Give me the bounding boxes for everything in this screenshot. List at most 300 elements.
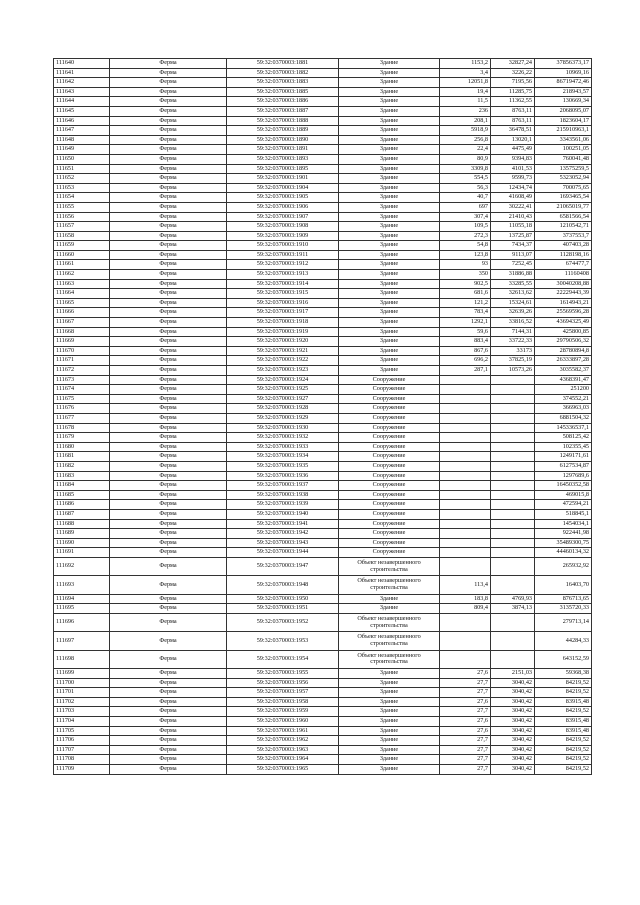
cadastral-value: 84219,52 — [535, 764, 592, 774]
object-name: Ферма — [110, 116, 227, 126]
record-id: 111679 — [54, 433, 110, 443]
object-name: Ферма — [110, 613, 227, 631]
cadastral-number: 59:32:0370003:1904 — [227, 183, 339, 193]
table-row — [54, 413, 592, 423]
cadastral-value: 44284,33 — [535, 632, 592, 650]
table-row — [54, 500, 592, 510]
area-value: 307,4 — [440, 212, 491, 222]
cadastral-number: 59:32:0370003:1922 — [227, 356, 339, 366]
cadastral-value: 30040208,88 — [535, 279, 592, 289]
record-id: 111699 — [54, 669, 110, 679]
cadastral-number: 59:32:0370003:1917 — [227, 308, 339, 318]
cadastral-value: 21065019,77 — [535, 202, 592, 212]
cadastral-number: 59:32:0370003:1907 — [227, 212, 339, 222]
table-row — [54, 604, 592, 614]
object-type: Сооружение — [339, 375, 440, 385]
cadastral-number: 59:32:0370003:1893 — [227, 154, 339, 164]
area-value: 883,4 — [440, 337, 491, 347]
table-row — [54, 509, 592, 519]
object-type: Сооружение — [339, 452, 440, 462]
area-value: 11,5 — [440, 97, 491, 107]
area-value: 54,8 — [440, 241, 491, 251]
record-id: 111666 — [54, 308, 110, 318]
unit-price: 11362,55 — [491, 97, 535, 107]
record-id: 111668 — [54, 327, 110, 337]
object-type: Здание — [339, 212, 440, 222]
table-row — [54, 154, 592, 164]
cadastral-value: 6581566,54 — [535, 212, 592, 222]
object-name: Ферма — [110, 183, 227, 193]
cadastral-number: 59:32:0370003:1921 — [227, 346, 339, 356]
cadastral-table — [53, 58, 592, 775]
object-name: Ферма — [110, 394, 227, 404]
cadastral-value: 1693465,54 — [535, 193, 592, 203]
object-name: Ферма — [110, 471, 227, 481]
area-value: 12051,8 — [440, 78, 491, 88]
cadastral-value: 425800,85 — [535, 327, 592, 337]
record-id: 111642 — [54, 78, 110, 88]
cadastral-value: 22229443,39 — [535, 289, 592, 299]
table-row — [54, 650, 592, 668]
area-value — [440, 385, 491, 395]
cadastral-value: 251200 — [535, 385, 592, 395]
object-name: Ферма — [110, 519, 227, 529]
object-name: Ферма — [110, 433, 227, 443]
record-id: 111664 — [54, 289, 110, 299]
record-id: 111670 — [54, 346, 110, 356]
cadastral-value: 16450352,58 — [535, 481, 592, 491]
object-name: Ферма — [110, 126, 227, 136]
table-row — [54, 145, 592, 155]
object-type: Сооружение — [339, 500, 440, 510]
cadastral-number: 59:32:0370003:1885 — [227, 87, 339, 97]
record-id: 111669 — [54, 337, 110, 347]
unit-price: 9113,07 — [491, 250, 535, 260]
object-type: Сооружение — [339, 394, 440, 404]
object-type: Сооружение — [339, 529, 440, 539]
area-value — [440, 548, 491, 558]
object-name: Ферма — [110, 745, 227, 755]
table-row — [54, 755, 592, 765]
table-row — [54, 298, 592, 308]
area-value: 809,4 — [440, 604, 491, 614]
object-name: Ферма — [110, 250, 227, 260]
unit-price: 7195,56 — [491, 78, 535, 88]
table-row — [54, 279, 592, 289]
cadastral-number: 59:32:0370003:1943 — [227, 538, 339, 548]
record-id: 111645 — [54, 106, 110, 116]
cadastral-number: 59:32:0370003:1883 — [227, 78, 339, 88]
cadastral-number: 59:32:0370003:1910 — [227, 241, 339, 251]
area-value — [440, 394, 491, 404]
cadastral-value: 59368,38 — [535, 669, 592, 679]
cadastral-value: 83915,48 — [535, 726, 592, 736]
object-type: Здание — [339, 688, 440, 698]
unit-price — [491, 529, 535, 539]
cadastral-number: 59:32:0370003:1882 — [227, 68, 339, 78]
cadastral-value: 102355,45 — [535, 442, 592, 452]
record-id: 111678 — [54, 423, 110, 433]
object-type: Здание — [339, 678, 440, 688]
object-name: Ферма — [110, 222, 227, 232]
unit-price: 9394,83 — [491, 154, 535, 164]
table-row — [54, 576, 592, 594]
cadastral-number: 59:32:0370003:1936 — [227, 471, 339, 481]
record-id: 111662 — [54, 270, 110, 280]
area-value — [440, 650, 491, 668]
area-value — [440, 471, 491, 481]
cadastral-value: 83915,48 — [535, 716, 592, 726]
area-value: 40,7 — [440, 193, 491, 203]
table-row — [54, 78, 592, 88]
cadastral-number: 59:32:0370003:1942 — [227, 529, 339, 539]
table-row — [54, 375, 592, 385]
unit-price: 33722,33 — [491, 337, 535, 347]
unit-price: 3040,42 — [491, 716, 535, 726]
object-name: Ферма — [110, 755, 227, 765]
unit-price: 7252,45 — [491, 260, 535, 270]
area-value: 5918,9 — [440, 126, 491, 136]
cadastral-number: 59:32:0370003:1881 — [227, 59, 339, 69]
area-value — [440, 375, 491, 385]
object-name: Ферма — [110, 404, 227, 414]
unit-price: 3040,42 — [491, 697, 535, 707]
area-value — [440, 433, 491, 443]
cadastral-number: 59:32:0370003:1932 — [227, 433, 339, 443]
object-name: Ферма — [110, 366, 227, 376]
object-type: Здание — [339, 764, 440, 774]
object-type: Здание — [339, 279, 440, 289]
unit-price: 11055,18 — [491, 222, 535, 232]
table-row — [54, 126, 592, 136]
cadastral-number: 59:32:0370003:1920 — [227, 337, 339, 347]
object-type: Здание — [339, 669, 440, 679]
area-value: 287,1 — [440, 366, 491, 376]
table-row — [54, 193, 592, 203]
area-value — [440, 423, 491, 433]
cadastral-value: 43694325,49 — [535, 318, 592, 328]
cadastral-number: 59:32:0370003:1938 — [227, 490, 339, 500]
cadastral-value: 508125,42 — [535, 433, 592, 443]
object-name: Ферма — [110, 356, 227, 366]
cadastral-number: 59:32:0370003:1930 — [227, 423, 339, 433]
table-row — [54, 519, 592, 529]
area-value: 3,4 — [440, 68, 491, 78]
cadastral-value: 26333897,28 — [535, 356, 592, 366]
cadastral-value: 760041,48 — [535, 154, 592, 164]
cadastral-value: 11160408 — [535, 270, 592, 280]
area-value: 19,4 — [440, 87, 491, 97]
object-name: Ферма — [110, 260, 227, 270]
object-name: Ферма — [110, 669, 227, 679]
table-row — [54, 548, 592, 558]
table-row — [54, 87, 592, 97]
object-type: Объект незавершенного строительства — [339, 557, 440, 575]
record-id: 111702 — [54, 697, 110, 707]
record-id: 111687 — [54, 509, 110, 519]
cadastral-value: 44460134,32 — [535, 548, 592, 558]
cadastral-number: 59:32:0370003:1901 — [227, 174, 339, 184]
unit-price — [491, 538, 535, 548]
cadastral-value: 407403,28 — [535, 241, 592, 251]
area-value: 3309,8 — [440, 164, 491, 174]
area-value: 27,7 — [440, 745, 491, 755]
record-id: 111673 — [54, 375, 110, 385]
object-type: Сооружение — [339, 481, 440, 491]
object-name: Ферма — [110, 423, 227, 433]
record-id: 111685 — [54, 490, 110, 500]
table-row — [54, 669, 592, 679]
table-row — [54, 404, 592, 414]
object-type: Сооружение — [339, 548, 440, 558]
cadastral-number: 59:32:0370003:1939 — [227, 500, 339, 510]
area-value: 27,6 — [440, 726, 491, 736]
cadastral-number: 59:32:0370003:1924 — [227, 375, 339, 385]
object-name: Ферма — [110, 529, 227, 539]
object-name: Ферма — [110, 174, 227, 184]
unit-price: 3040,42 — [491, 745, 535, 755]
object-name: Ферма — [110, 318, 227, 328]
table-row — [54, 106, 592, 116]
area-value: 1292,1 — [440, 318, 491, 328]
unit-price: 3040,42 — [491, 678, 535, 688]
area-value: 1153,2 — [440, 59, 491, 69]
area-value: 783,4 — [440, 308, 491, 318]
record-id: 111648 — [54, 135, 110, 145]
cadastral-value: 1454034,1 — [535, 519, 592, 529]
cadastral-number: 59:32:0370003:1918 — [227, 318, 339, 328]
object-type: Сооружение — [339, 519, 440, 529]
cadastral-number: 59:32:0370003:1933 — [227, 442, 339, 452]
cadastral-number: 59:32:0370003:1937 — [227, 481, 339, 491]
object-name: Ферма — [110, 59, 227, 69]
record-id: 111704 — [54, 716, 110, 726]
cadastral-value: 218943,57 — [535, 87, 592, 97]
cadastral-number: 59:32:0370003:1965 — [227, 764, 339, 774]
object-name: Ферма — [110, 135, 227, 145]
cadastral-value: 1614943,21 — [535, 298, 592, 308]
record-id: 111646 — [54, 116, 110, 126]
cadastral-value: 265932,92 — [535, 557, 592, 575]
object-type: Сооружение — [339, 471, 440, 481]
unit-price: 32613,62 — [491, 289, 535, 299]
cadastral-number: 59:32:0370003:1950 — [227, 594, 339, 604]
object-name: Ферма — [110, 452, 227, 462]
area-value — [440, 481, 491, 491]
cadastral-value: 876713,65 — [535, 594, 592, 604]
record-id: 111697 — [54, 632, 110, 650]
cadastral-number: 59:32:0370003:1888 — [227, 116, 339, 126]
object-type: Объект незавершенного строительства — [339, 576, 440, 594]
object-name: Ферма — [110, 688, 227, 698]
table-row — [54, 726, 592, 736]
cadastral-number: 59:32:0370003:1953 — [227, 632, 339, 650]
table-row — [54, 270, 592, 280]
table-row — [54, 557, 592, 575]
area-value: 59,6 — [440, 327, 491, 337]
cadastral-number: 59:32:0370003:1911 — [227, 250, 339, 260]
record-id: 111680 — [54, 442, 110, 452]
record-id: 111657 — [54, 222, 110, 232]
table-row — [54, 764, 592, 774]
record-id: 111674 — [54, 385, 110, 395]
cadastral-number: 59:32:0370003:1912 — [227, 260, 339, 270]
area-value — [440, 404, 491, 414]
table-row — [54, 688, 592, 698]
object-type: Здание — [339, 289, 440, 299]
object-type: Здание — [339, 68, 440, 78]
cadastral-number: 59:32:0370003:1905 — [227, 193, 339, 203]
object-name: Ферма — [110, 202, 227, 212]
table-row — [54, 289, 592, 299]
cadastral-value: 13575259,5 — [535, 164, 592, 174]
object-name: Ферма — [110, 557, 227, 575]
unit-price: 3040,42 — [491, 688, 535, 698]
object-name: Ферма — [110, 650, 227, 668]
object-name: Ферма — [110, 164, 227, 174]
record-id: 111653 — [54, 183, 110, 193]
cadastral-value: 84219,52 — [535, 688, 592, 698]
area-value — [440, 613, 491, 631]
unit-price: 3040,42 — [491, 707, 535, 717]
record-id: 111701 — [54, 688, 110, 698]
record-id: 111640 — [54, 59, 110, 69]
cadastral-number: 59:32:0370003:1956 — [227, 678, 339, 688]
table-row — [54, 481, 592, 491]
area-value — [440, 452, 491, 462]
unit-price — [491, 509, 535, 519]
cadastral-number: 59:32:0370003:1928 — [227, 404, 339, 414]
unit-price — [491, 452, 535, 462]
object-type: Сооружение — [339, 423, 440, 433]
cadastral-number: 59:32:0370003:1919 — [227, 327, 339, 337]
unit-price — [491, 613, 535, 631]
cadastral-number: 59:32:0370003:1927 — [227, 394, 339, 404]
object-type: Здание — [339, 337, 440, 347]
object-name: Ферма — [110, 500, 227, 510]
cadastral-value: 700075,65 — [535, 183, 592, 193]
unit-price: 8763,11 — [491, 106, 535, 116]
object-type: Сооружение — [339, 461, 440, 471]
area-value: 27,6 — [440, 716, 491, 726]
object-type: Здание — [339, 126, 440, 136]
object-name: Ферма — [110, 594, 227, 604]
object-name: Ферма — [110, 106, 227, 116]
record-id: 111700 — [54, 678, 110, 688]
cadastral-number: 59:32:0370003:1890 — [227, 135, 339, 145]
table-row — [54, 250, 592, 260]
unit-price — [491, 461, 535, 471]
object-name: Ферма — [110, 231, 227, 241]
object-name: Ферма — [110, 289, 227, 299]
record-id: 111708 — [54, 755, 110, 765]
unit-price: 3874,13 — [491, 604, 535, 614]
object-name: Ферма — [110, 736, 227, 746]
object-type: Здание — [339, 716, 440, 726]
object-type: Здание — [339, 222, 440, 232]
area-value: 27,7 — [440, 688, 491, 698]
cadastral-number: 59:32:0370003:1915 — [227, 289, 339, 299]
cadastral-number: 59:32:0370003:1961 — [227, 726, 339, 736]
area-value — [440, 490, 491, 500]
unit-price: 9599,73 — [491, 174, 535, 184]
cadastral-value: 6127534,87 — [535, 461, 592, 471]
object-name: Ферма — [110, 154, 227, 164]
object-name: Ферма — [110, 375, 227, 385]
area-value: 27,6 — [440, 697, 491, 707]
record-id: 111643 — [54, 87, 110, 97]
object-type: Сооружение — [339, 404, 440, 414]
unit-price: 3040,42 — [491, 736, 535, 746]
cadastral-number: 59:32:0370003:1963 — [227, 745, 339, 755]
object-name: Ферма — [110, 279, 227, 289]
object-type: Объект незавершенного строительства — [339, 650, 440, 668]
cadastral-number: 59:32:0370003:1962 — [227, 736, 339, 746]
cadastral-number: 59:32:0370003:1929 — [227, 413, 339, 423]
object-type: Здание — [339, 193, 440, 203]
object-type: Здание — [339, 183, 440, 193]
area-value: 27,7 — [440, 755, 491, 765]
record-id: 111651 — [54, 164, 110, 174]
cadastral-value: 29790506,32 — [535, 337, 592, 347]
object-name: Ферма — [110, 413, 227, 423]
record-id: 111694 — [54, 594, 110, 604]
record-id: 111703 — [54, 707, 110, 717]
area-value: 27,7 — [440, 678, 491, 688]
unit-price — [491, 650, 535, 668]
object-name: Ферма — [110, 346, 227, 356]
table-row — [54, 212, 592, 222]
cadastral-value: 5323052,94 — [535, 174, 592, 184]
object-name: Ферма — [110, 490, 227, 500]
object-type: Здание — [339, 59, 440, 69]
cadastral-value: 215910963,1 — [535, 126, 592, 136]
unit-price: 4475,49 — [491, 145, 535, 155]
object-name: Ферма — [110, 442, 227, 452]
area-value — [440, 509, 491, 519]
object-type: Здание — [339, 116, 440, 126]
object-name: Ферма — [110, 726, 227, 736]
object-name: Ферма — [110, 548, 227, 558]
cadastral-value: 25569596,28 — [535, 308, 592, 318]
table-row — [54, 613, 592, 631]
cadastral-value: 1249171,61 — [535, 452, 592, 462]
area-value: 113,4 — [440, 576, 491, 594]
cadastral-number: 59:32:0370003:1964 — [227, 755, 339, 765]
area-value: 256,8 — [440, 135, 491, 145]
cadastral-value: 83915,48 — [535, 697, 592, 707]
cadastral-number: 59:32:0370003:1925 — [227, 385, 339, 395]
unit-price — [491, 490, 535, 500]
object-name: Ферма — [110, 145, 227, 155]
area-value — [440, 500, 491, 510]
unit-price: 7434,37 — [491, 241, 535, 251]
area-value: 56,3 — [440, 183, 491, 193]
unit-price: 41608,49 — [491, 193, 535, 203]
cadastral-number: 59:32:0370003:1940 — [227, 509, 339, 519]
object-type: Здание — [339, 604, 440, 614]
area-value — [440, 538, 491, 548]
unit-price — [491, 404, 535, 414]
object-type: Здание — [339, 327, 440, 337]
object-type: Здание — [339, 135, 440, 145]
area-value: 350 — [440, 270, 491, 280]
object-type: Здание — [339, 697, 440, 707]
cadastral-value: 3135720,33 — [535, 604, 592, 614]
object-type: Объект незавершенного строительства — [339, 632, 440, 650]
object-name: Ферма — [110, 385, 227, 395]
cadastral-value: 84219,52 — [535, 755, 592, 765]
